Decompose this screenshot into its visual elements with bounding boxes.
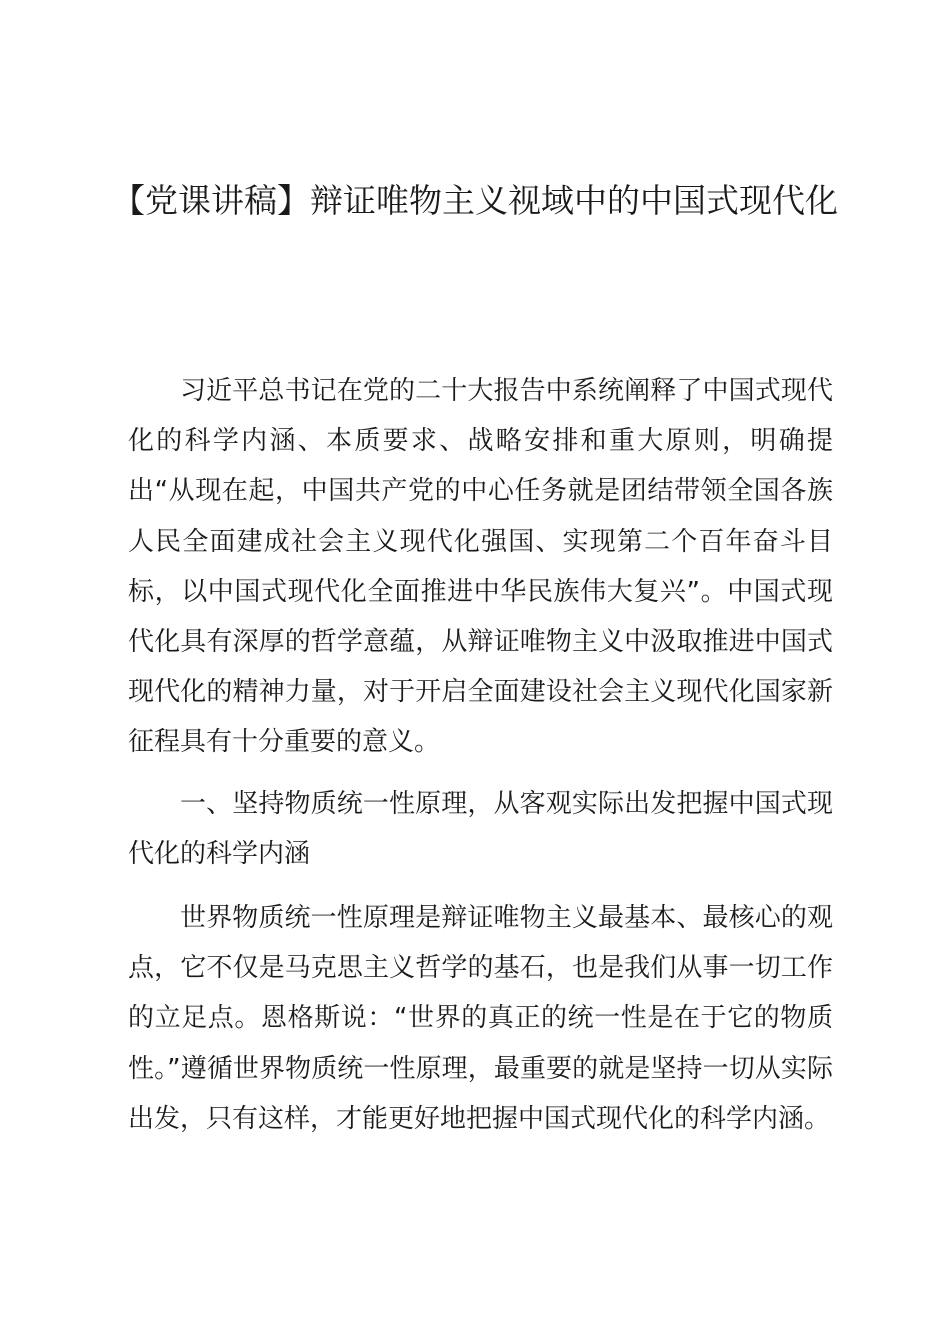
document-title: 【党课讲稿】辩证唯物主义视域中的中国式现代化 bbox=[112, 181, 838, 220]
section-paragraph: 世界物质统一性原理是辩证唯物主义最基本、最核心的观点，它不仅是马克思主义哲学的基石，也是我们从事一切工作的立足点。恩格斯说：“世界的真正的统一性是在于它的物质性。”遵循世界物质统一性原理，最重要的就是坚持一切从实际出发，只有这样，才能更好地把握中国式现代化的科学内涵。 bbox=[128, 903, 833, 1134]
section-heading: 一、坚持物质统一性原理，从客观实际出发把握中国式现代化的科学内涵 bbox=[128, 789, 833, 869]
intro-paragraph: 习近平总书记在党的二十大报告中系统阐释了中国式现代化的科学内涵、本质要求、战略安排和重大原则，明确提出“从现在起，中国共产党的中心任务就是团结带领全国各族人民全面建成社会主义现代化强国、实现第二个百年奋斗目标，以中国式现代化全面推进中华民族伟大复兴”。中国式现代化具有深厚的哲学意蕴，从辩证唯物主义中汲取推进中国式现代化的精神力量，对于开启全面建设社会主义现代化国家新征程具有十分重要的意义。 bbox=[128, 376, 833, 758]
